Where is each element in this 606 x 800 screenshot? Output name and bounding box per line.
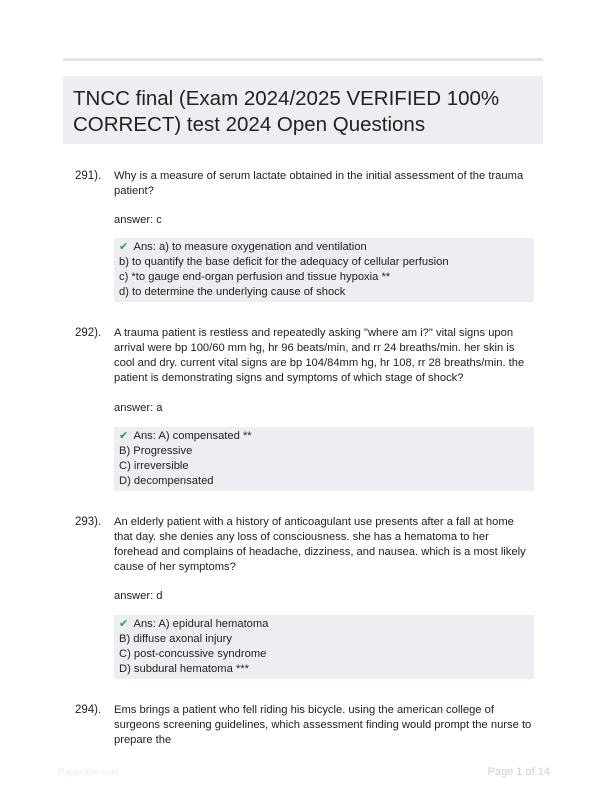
option-item: C) irreversible — [119, 460, 189, 472]
option-item: ✔ Ans: A) compensated ** — [119, 430, 252, 442]
question-text: Why is a measure of serum lactate obtained in the initial assessment of the trauma patient? — [114, 170, 524, 197]
question-number: 293). — [75, 516, 102, 528]
option-item: B) Progressive — [119, 445, 193, 457]
question-text: Ems brings a patient who fell riding his bicycle. using the american college of surgeons screening guidelines, which assessment finding would prompt the nurse to prepare the — [114, 704, 532, 746]
checkmark-icon: ✔ — [119, 430, 129, 442]
top-rule — [63, 58, 543, 61]
options-box — [114, 427, 534, 491]
page-indicator: Page 1 of 14 — [487, 766, 550, 778]
option-item: b) to quantify the base deficit for the adequacy of cellular perfusion — [119, 256, 449, 268]
option-item: ✔ Ans: a) to measure oxygenation and ventilation — [119, 241, 367, 253]
answer-line: answer: c — [114, 214, 162, 226]
option-item: D) subdural hematoma *** — [119, 663, 249, 675]
question-number: 291). — [75, 170, 102, 182]
question-number: 294). — [75, 704, 102, 716]
options-box — [114, 238, 534, 302]
footer-watermark: Paper9bc.com — [58, 767, 120, 778]
title-box — [63, 76, 543, 144]
question-text: A trauma patient is restless and repeatedly asking "where am i?" vital signs upon arrival were bp 100/60 mm hg, hr 96 beats/min, and rr 24 breaths/min. her skin is cool and dry. current vital signs are bp 104/84mm hg, hr 108, rr 28 breaths/min. the patient is demonstrating signs and symptoms of which stage of shock? — [114, 327, 525, 384]
option-item: B) diffuse axonal injury — [119, 633, 232, 645]
option-item: c) *to gauge end-organ perfusion and tissue hypoxia ** — [119, 271, 391, 283]
option-item: D) decompensated — [119, 475, 214, 487]
answer-line: answer: a — [114, 402, 163, 414]
checkmark-icon: ✔ — [119, 618, 129, 630]
option-item: C) post-concussive syndrome — [119, 648, 267, 660]
checkmark-icon: ✔ — [119, 241, 129, 253]
document-title: TNCC final (Exam 2024/2025 VERIFIED 100% CORRECT) test 2024 Open Questions — [73, 87, 500, 136]
answer-line: answer: d — [114, 590, 163, 602]
question-number: 292). — [75, 327, 102, 339]
option-item: d) to determine the underlying cause of shock — [119, 286, 346, 298]
options-box — [114, 615, 534, 679]
option-item: ✔ Ans: A) epidural hematoma — [119, 618, 269, 630]
question-text: An elderly patient with a history of anticoagulant use presents after a fall at home that day. she denies any loss of consciousness. she has a hematoma to her forehead and complains of headache, dizziness, and nausea. which is a most likely cause of her symptoms? — [114, 516, 526, 573]
